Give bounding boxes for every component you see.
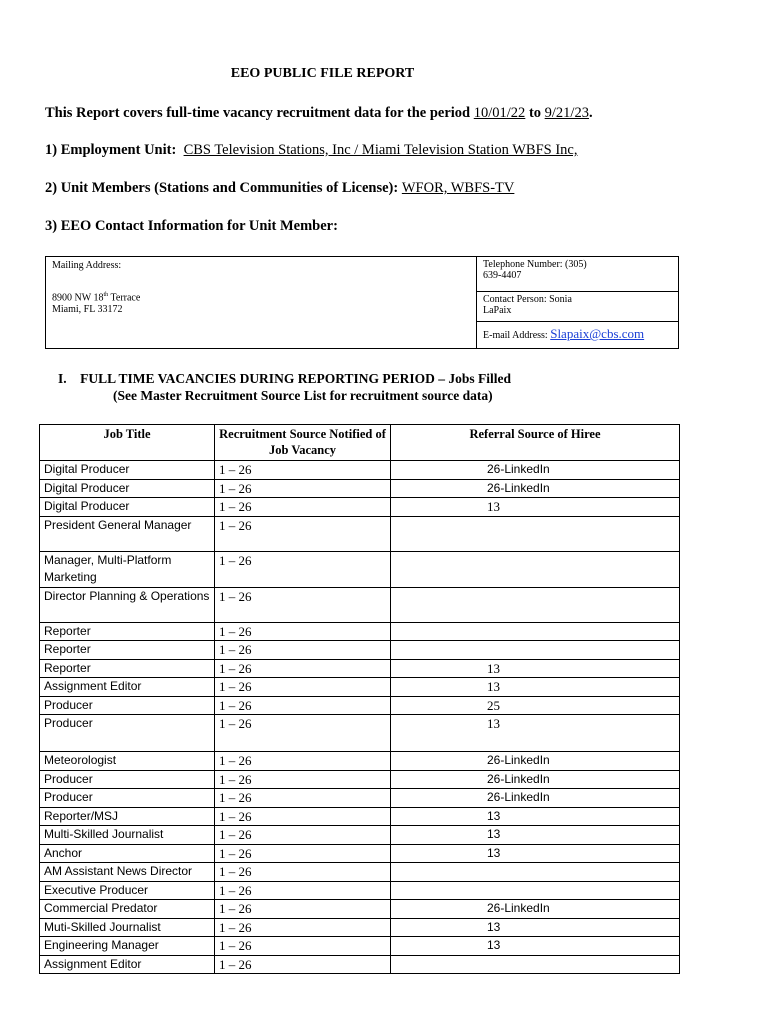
table-row xyxy=(40,844,680,863)
col-header-recruitment-source: Recruitment Source Notified of Job Vacancy xyxy=(215,425,391,461)
referral-source-cell: 13 xyxy=(391,678,680,697)
job-title-cell: Producer xyxy=(40,770,215,789)
recruitment-source-cell: 1 – 26 xyxy=(215,789,391,808)
section-number: I. xyxy=(58,371,67,386)
referral-source-cell: 26-LinkedIn xyxy=(391,479,680,498)
contact-details-cell xyxy=(477,257,678,348)
referral-source-cell: 26-LinkedIn xyxy=(391,752,680,771)
address-street: 8900 NW 18 xyxy=(52,292,104,304)
job-title-cell: Anchor xyxy=(40,844,215,863)
job-title-cell: Director Planning & Operations xyxy=(40,587,215,622)
table-row xyxy=(40,479,680,498)
job-title-cell: Muti-Skilled Journalist xyxy=(40,918,215,937)
referral-source-cell xyxy=(391,641,680,660)
job-title-cell: Reporter xyxy=(40,659,215,678)
table-row xyxy=(40,918,680,937)
section-subtitle: (See Master Recruitment Source List for recruitment source data) xyxy=(113,388,493,403)
job-title-cell: Digital Producer xyxy=(40,498,215,517)
recruitment-source-cell: 1 – 26 xyxy=(215,826,391,845)
period-end-date: 9/21/23 xyxy=(544,105,589,121)
recruitment-source-cell: 1 – 26 xyxy=(215,844,391,863)
unit-members-line xyxy=(45,180,514,197)
referral-source-cell: 13 xyxy=(391,918,680,937)
unit-members-label: 2) Unit Members (Stations and Communities of License): xyxy=(45,180,399,196)
contact-person-name: LaPaix xyxy=(483,305,512,316)
recruitment-source-cell: 1 – 26 xyxy=(215,752,391,771)
job-title-cell: Digital Producer xyxy=(40,479,215,498)
table-row xyxy=(40,881,680,900)
table-row xyxy=(40,807,680,826)
col-header-job-title: Job Title xyxy=(40,425,215,461)
contact-person-cell xyxy=(477,292,678,322)
recruitment-source-cell: 1 – 26 xyxy=(215,678,391,697)
referral-source-cell: 26-LinkedIn xyxy=(391,461,680,480)
address-street-type: Terrace xyxy=(108,292,141,304)
table-row xyxy=(40,955,680,974)
table-row xyxy=(40,900,680,919)
table-header-row xyxy=(40,425,680,461)
recruitment-source-cell: 1 – 26 xyxy=(215,641,391,660)
referral-source-cell: 13 xyxy=(391,937,680,956)
referral-source-cell: 13 xyxy=(391,659,680,678)
table-row xyxy=(40,696,680,715)
referral-source-cell: 13 xyxy=(391,844,680,863)
job-title-cell: Multi-Skilled Journalist xyxy=(40,826,215,845)
job-title-cell: Assignment Editor xyxy=(40,678,215,697)
eeo-contact-heading: 3) EEO Contact Information for Unit Member: xyxy=(45,218,338,234)
referral-source-cell xyxy=(391,863,680,882)
table-row xyxy=(40,715,680,752)
telephone-number: 639-4407 xyxy=(483,270,522,281)
referral-source-cell: 13 xyxy=(391,826,680,845)
table-row xyxy=(40,826,680,845)
recruitment-source-cell: 1 – 26 xyxy=(215,863,391,882)
address-ordinal: th xyxy=(103,292,109,298)
table-body xyxy=(40,461,680,974)
recruitment-source-cell: 1 – 26 xyxy=(215,498,391,517)
recruitment-source-cell: 1 – 26 xyxy=(215,715,391,752)
job-title-cell: Digital Producer xyxy=(40,461,215,480)
recruitment-source-cell: 1 – 26 xyxy=(215,659,391,678)
referral-source-cell: 26-LinkedIn xyxy=(391,770,680,789)
section-title xyxy=(58,370,511,387)
mailing-address-cell xyxy=(46,257,477,348)
table-row xyxy=(40,551,680,587)
recruitment-source-cell: 1 – 26 xyxy=(215,955,391,974)
table-row xyxy=(40,937,680,956)
referral-source-cell xyxy=(391,622,680,641)
table-row xyxy=(40,770,680,789)
recruitment-source-cell: 1 – 26 xyxy=(215,807,391,826)
telephone-cell xyxy=(477,257,678,292)
referral-source-cell: 26-LinkedIn xyxy=(391,789,680,808)
recruitment-source-cell: 1 – 26 xyxy=(215,551,391,587)
job-title-cell: President General Manager xyxy=(40,516,215,551)
section-title-text: FULL TIME VACANCIES DURING REPORTING PERIOD – Jobs Filled xyxy=(80,371,511,386)
contact-person-label: Contact Person: Sonia xyxy=(483,294,572,305)
table-row xyxy=(40,789,680,808)
period-end-punct: . xyxy=(588,105,593,121)
table-row xyxy=(40,516,680,551)
referral-source-cell xyxy=(391,587,680,622)
job-title-cell: Reporter xyxy=(40,641,215,660)
recruitment-source-cell: 1 – 26 xyxy=(215,461,391,480)
employment-unit-line xyxy=(45,142,577,159)
job-title-cell: Assignment Editor xyxy=(40,955,215,974)
table-row xyxy=(40,622,680,641)
period-prefix: This Report covers full-time vacancy recruitment data for the period xyxy=(45,105,474,121)
referral-source-cell: 25 xyxy=(391,696,680,715)
referral-source-cell xyxy=(391,516,680,551)
employment-unit-label: 1) Employment Unit: xyxy=(45,142,177,158)
job-title-cell: Producer xyxy=(40,789,215,808)
recruitment-source-cell: 1 – 26 xyxy=(215,770,391,789)
recruitment-source-cell: 1 – 26 xyxy=(215,696,391,715)
unit-members-value: WFOR, WBFS-TV xyxy=(401,180,515,196)
table-row xyxy=(40,678,680,697)
col-header-referral-source: Referral Source of Hiree xyxy=(391,425,680,461)
recruitment-source-cell: 1 – 26 xyxy=(215,622,391,641)
recruitment-source-cell: 1 – 26 xyxy=(215,479,391,498)
job-title-cell: Engineering Manager xyxy=(40,937,215,956)
table-row xyxy=(40,659,680,678)
job-title-cell: Manager, Multi-Platform Marketing xyxy=(40,551,215,587)
table-row xyxy=(40,461,680,480)
job-title-cell: Reporter xyxy=(40,622,215,641)
email-cell xyxy=(477,322,678,348)
job-title-cell: Commercial Predator xyxy=(40,900,215,919)
reporting-period-line xyxy=(45,105,593,122)
referral-source-cell xyxy=(391,955,680,974)
vacancies-table xyxy=(39,424,680,974)
referral-source-cell xyxy=(391,551,680,587)
recruitment-source-cell: 1 – 26 xyxy=(215,516,391,551)
address-line-2: Miami, FL 33172 xyxy=(52,304,123,316)
job-title-cell: Producer xyxy=(40,715,215,752)
report-title: EEO PUBLIC FILE REPORT xyxy=(230,66,415,81)
job-title-cell: Meteorologist xyxy=(40,752,215,771)
period-to: to xyxy=(525,105,545,121)
address-line-1 xyxy=(52,289,470,304)
referral-source-cell: 13 xyxy=(391,807,680,826)
table-row xyxy=(40,752,680,771)
recruitment-source-cell: 1 – 26 xyxy=(215,900,391,919)
referral-source-cell: 13 xyxy=(391,715,680,752)
email-label: E-mail Address: xyxy=(483,330,551,341)
job-title-cell: Reporter/MSJ xyxy=(40,807,215,826)
email-link[interactable]: Slapaix@cbs.com xyxy=(550,326,645,341)
recruitment-source-cell: 1 – 26 xyxy=(215,587,391,622)
mailing-address xyxy=(52,289,470,316)
table-row xyxy=(40,498,680,517)
job-title-cell: AM Assistant News Director xyxy=(40,863,215,882)
table-row xyxy=(40,641,680,660)
table-row xyxy=(40,863,680,882)
table-row xyxy=(40,587,680,622)
referral-source-cell: 26-LinkedIn xyxy=(391,900,680,919)
recruitment-source-cell: 1 – 26 xyxy=(215,918,391,937)
section-heading xyxy=(58,370,511,404)
job-title-cell: Executive Producer xyxy=(40,881,215,900)
telephone-label: Telephone Number: (305) xyxy=(483,259,587,270)
job-title-cell: Producer xyxy=(40,696,215,715)
employment-unit-value: CBS Television Stations, Inc / Miami Television Station WBFS Inc, xyxy=(183,142,578,158)
referral-source-cell: 13 xyxy=(391,498,680,517)
referral-source-cell xyxy=(391,881,680,900)
mailing-address-label: Mailing Address: xyxy=(52,260,122,271)
contact-info-box xyxy=(45,256,679,349)
period-start-date: 10/01/22 xyxy=(473,105,526,121)
recruitment-source-cell: 1 – 26 xyxy=(215,937,391,956)
recruitment-source-cell: 1 – 26 xyxy=(215,881,391,900)
